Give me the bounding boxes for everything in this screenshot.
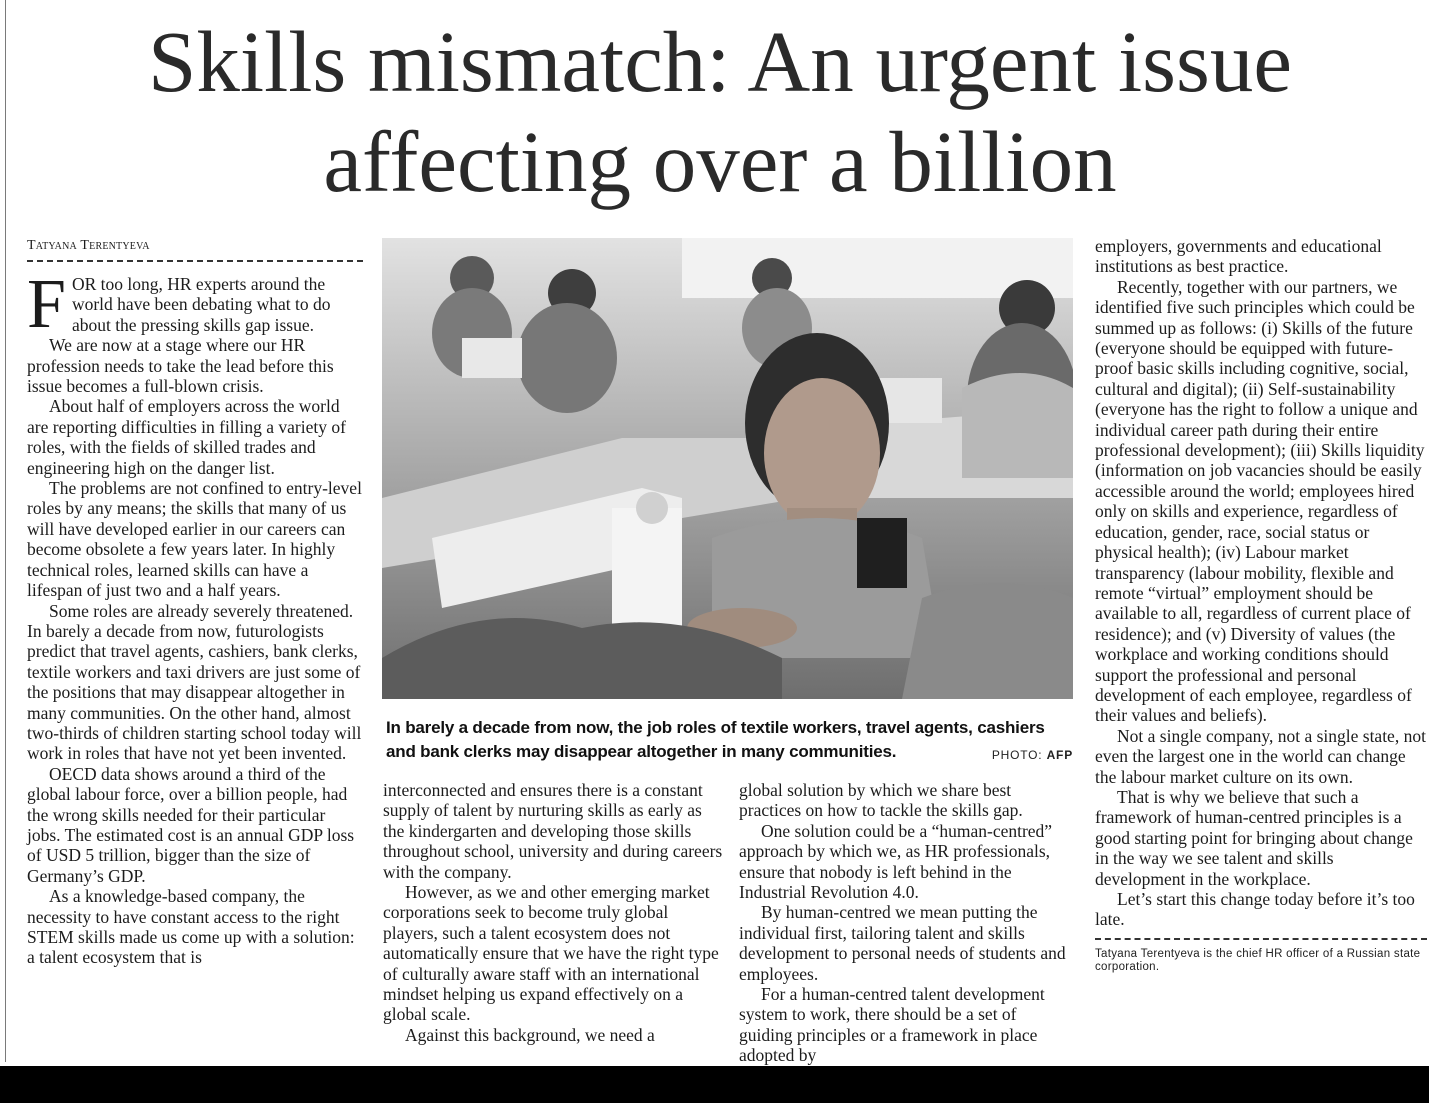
paragraph-11: global solution by which we share best practices on how to tackle the skills gap. [739, 780, 1023, 821]
paragraph-4: The problems are not confined to entry-level roles by any means; the skills that many of us will have developed earlier in our careers can become obsolete a few years later. In highly technical roles, learned skills can have a lifespan of just two and a half years. [27, 478, 362, 601]
article-column-3 [739, 780, 1072, 1066]
page-left-border [5, 0, 6, 1062]
drop-cap: F [27, 266, 66, 343]
photo-credit-label: PHOTO: [991, 748, 1043, 762]
article-column-4 [1095, 236, 1427, 975]
photo-credit-source: AFP [1046, 748, 1073, 762]
paragraph-12: One solution could be a “human-centred” approach by which we, as HR professionals, ensure that nobody is left behind in the Industrial Revolution 4.0. [739, 820, 1053, 903]
photo-caption: In barely a decade from now, the job roles of textile workers, travel agents, cashiers and bank clerks may disappear altogether in many communities. [386, 718, 1045, 761]
footnote-dashed-rule [1095, 938, 1427, 940]
paragraph-2: We are now at a stage where our HR profession needs to take the lead before this issue becomes a full-blown crisis. [27, 335, 334, 397]
author-byline: Tatyana Terentyeva [27, 238, 150, 253]
article-column-1 [27, 238, 363, 968]
article-headline [20, 12, 1420, 212]
paragraph-5: Some roles are already severely threatened. In barely a decade from now, futurologists predict that travel agents, cashiers, bank clerks, textile workers and taxi drivers are just some of the positions that may disappear altogether in many communities. On the other hand, almost two-thirds of children starting school today will work in roles that have not yet been invented. [27, 600, 362, 764]
byline-dashed-rule [27, 260, 363, 262]
paragraph-17: Not a single company, not a single state, not even the largest one in the world can change the labour market culture on its own. [1095, 725, 1426, 787]
paragraph-1: FOR too long, HR experts around the world have been debating what to do about the pressing skills gap issue. [27, 266, 331, 343]
paragraph-10: Against this background, we need a [405, 1024, 655, 1045]
headline-line-1: Skills mismatch: An urgent issue [148, 13, 1292, 110]
paragraph-13: By human-centred we mean putting the individual first, tailoring talent and skills development to personal needs of students and employees. [739, 902, 1066, 984]
headline-line-2: affecting over a billion [323, 113, 1117, 210]
paragraph-16: Recently, together with our partners, we identified five such principles which could be summed up as follows: (i) Skills of the future (everyone should be equipped with future-proof basic skills including cognitive, social, cultural and digital); (ii) Self-sustainability (everyone has the right to follow a unique and individual career path during their entire professional development); (iii) Skills liquidity (information on job vacancies should be easily accessible around the world; employees hired only on skills and experience, regardless of education, gender, race, social status or physical health); (iv) Labour market transparency (labour mobility, flexible and remote “virtual” employment should be available to all, regardless of current place of residence); and (v) Diversity of values (the workplace and working conditions should support the professional and personal development of each employee, regardless of their values and beliefs). [1095, 276, 1425, 726]
photo-illustration [382, 238, 1073, 699]
article-column-2 [383, 780, 723, 1045]
paragraph-8: interconnected and ensures there is a constant supply of talent by nurturing skills as early as the kindergarten and developing those skills throughout school, university and during careers with the company. [383, 780, 723, 882]
photo-credit [992, 748, 1073, 762]
paragraph-7: As a knowledge-based company, the necessity to have constant access to the right STEM skills made us come up with a solution: a talent ecosystem that is [27, 886, 355, 968]
bottom-black-bar [0, 1066, 1429, 1103]
paragraph-18: That is why we believe that such a framework of human-centred principles is a good starting point for bringing about change in the way we see talent and skills development in the workplace. [1095, 786, 1413, 889]
paragraph-3: About half of employers across the world are reporting difficulties in filling a variety of roles, with the fields of skilled trades and engineering high on the danger list. [27, 396, 346, 478]
sewing-workers-photo [382, 238, 1073, 699]
paragraph-14: For a human-centred talent development system to work, there should be a set of guiding principles or a framework in place adopted by [739, 984, 1045, 1066]
paragraph-15: employers, governments and educational institutions as best practice. [1095, 236, 1382, 277]
paragraph-19: Let’s start this change today before it’s too late. [1095, 889, 1415, 930]
paragraph-9: However, as we and other emerging market corporations seek to become truly global players, such a talent ecosystem does not automatically ensure that we have the right type of culturally aware staff with an international mindset helping us expand effectively on a global scale. [383, 882, 719, 1025]
paragraph-6: OECD data shows around a third of the global labour force, over a billion people, had the wrong skills needed for their particular jobs. The estimated cost is an annual GDP loss of USD 5 trillion, bigger than the size of Germany’s GDP. [27, 763, 355, 886]
author-footnote: Tatyana Terentyeva is the chief HR officer of a Russian state corporation. [1095, 947, 1421, 974]
